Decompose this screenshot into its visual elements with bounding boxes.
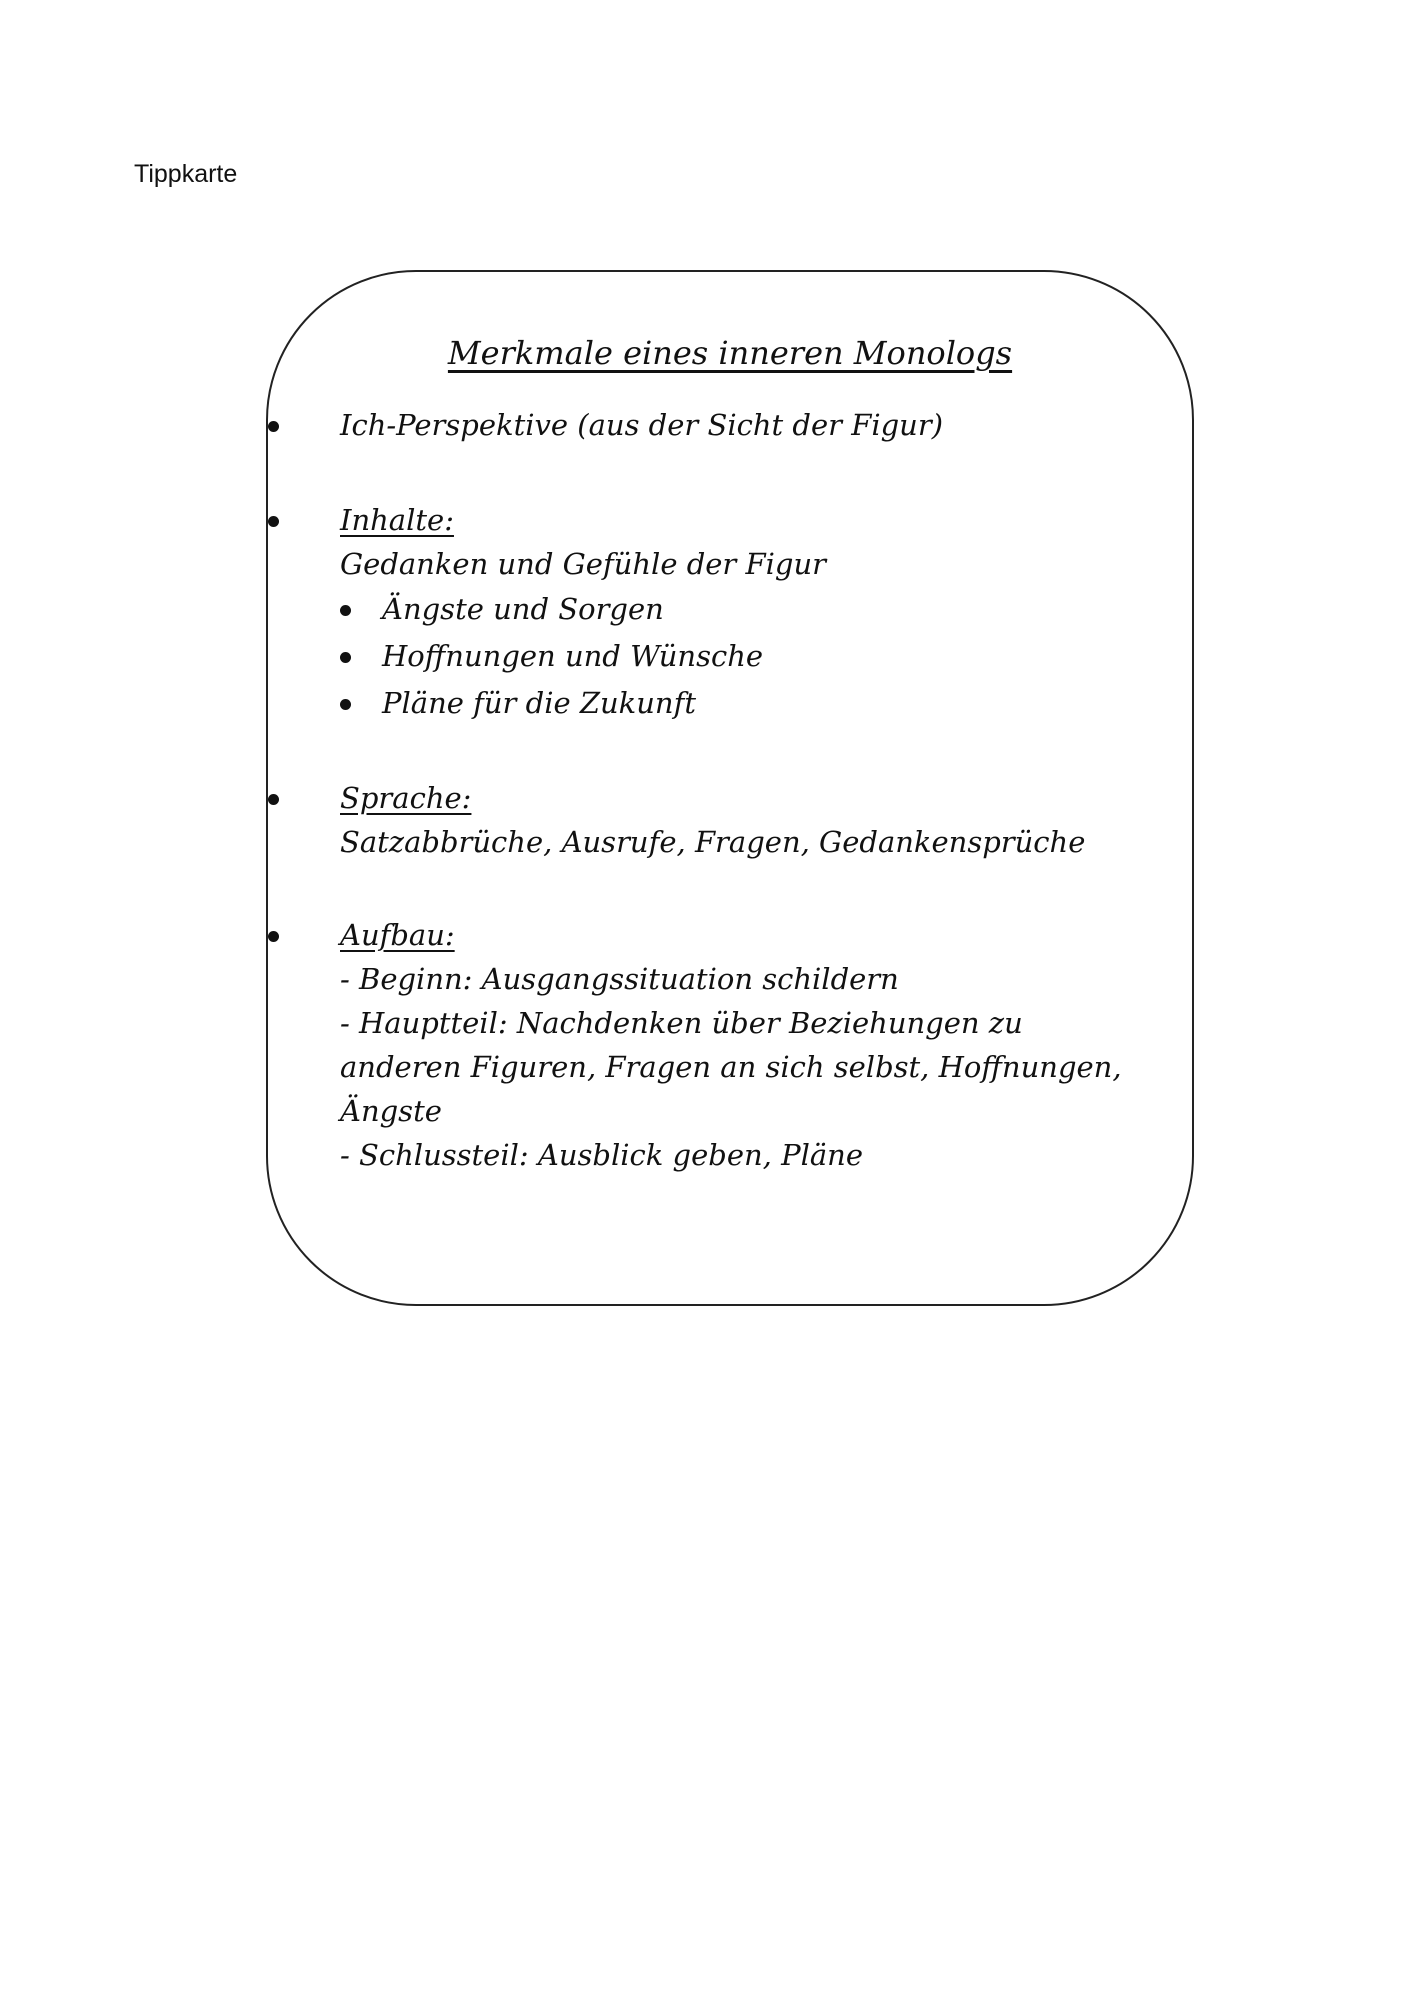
perspective-text: Ich-Perspektive (aus der Sicht der Figur) xyxy=(340,408,944,442)
page-label: Tippkarte xyxy=(134,160,238,188)
bullet-sprache xyxy=(340,776,1085,864)
aufbau-heading: Aufbau: xyxy=(340,918,455,952)
bullet-inhalte xyxy=(340,498,826,727)
inhalte-item-angst: Ängste und Sorgen xyxy=(340,586,826,633)
aufbau-line: - Schlussteil: Ausblick geben, Pläne xyxy=(340,1138,864,1172)
aufbau-line: anderen Figuren, Fragen an sich selbst, Hoffnungen, xyxy=(340,1050,1122,1084)
bullet-aufbau xyxy=(340,913,1122,1177)
bullet-perspective xyxy=(340,403,943,447)
inhalte-item-hoffnung: Hoffnungen und Wünsche xyxy=(340,633,826,680)
card-title: Merkmale eines inneren Monologs xyxy=(447,334,1013,372)
aufbau-line: Ängste xyxy=(340,1094,442,1128)
inhalte-heading: Inhalte: xyxy=(340,503,454,537)
tip-card xyxy=(266,270,1194,1306)
inhalte-intro: Gedanken und Gefühle der Figur xyxy=(340,547,827,581)
aufbau-line: - Hauptteil: Nachdenken über Beziehungen zu xyxy=(340,1006,1023,1040)
inhalte-item-plaene: Pläne für die Zukunft xyxy=(340,680,826,727)
sprache-text: Satzabbrüche, Ausrufe, Fragen, Gedankensprüche xyxy=(340,825,1086,859)
sprache-heading: Sprache: xyxy=(340,781,472,815)
aufbau-line: - Beginn: Ausgangssituation schildern xyxy=(340,962,899,996)
